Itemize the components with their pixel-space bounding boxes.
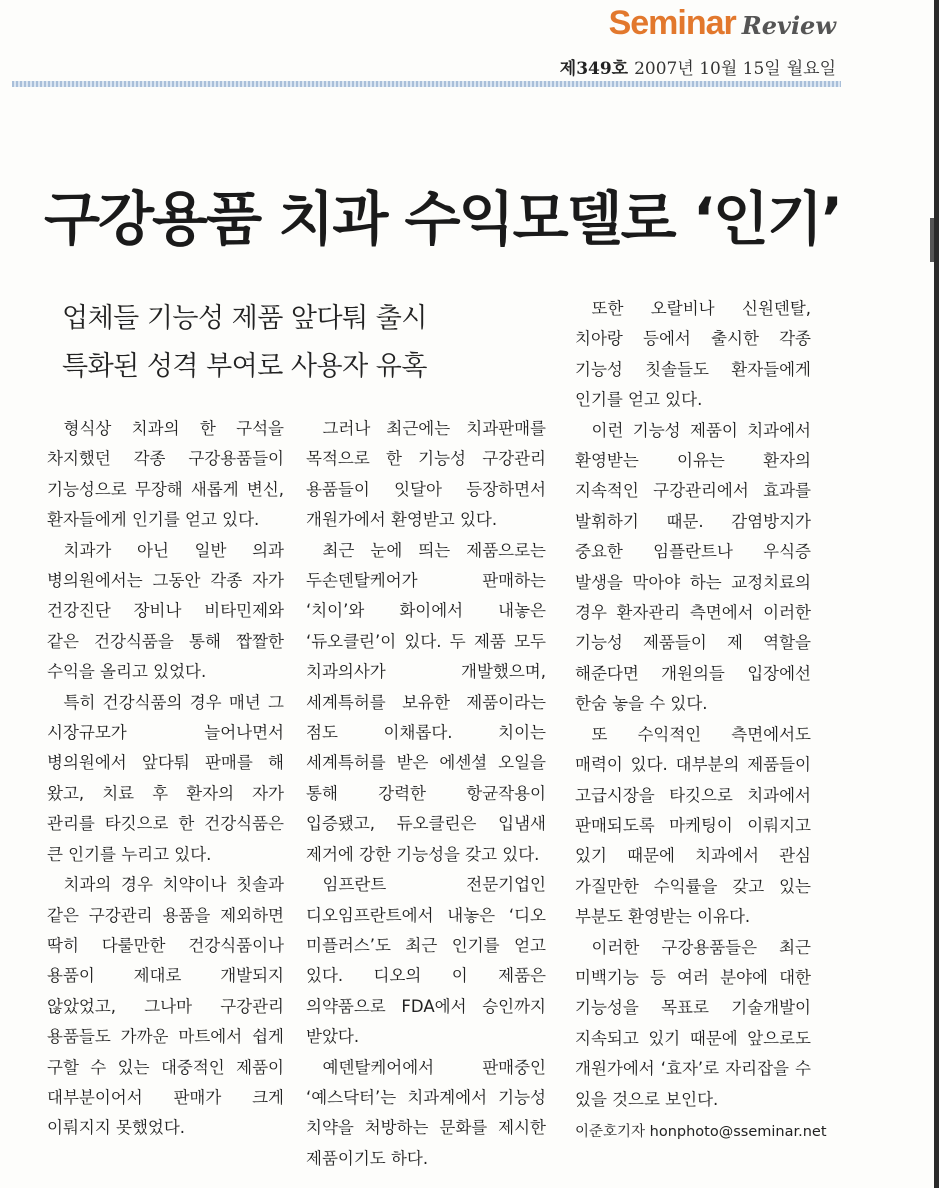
- paragraph: 특히 건강식품의 경우 매년 그 시장규모가 늘어나면서 병의원에서 앞다퉈 판매를 해 왔고, 치료 후 환자의 자가 관리를 타깃으로 한 건강식품은 큰 인기를 누리고 있다.: [47, 692, 284, 864]
- paragraph: 예덴탈케어에서 판매중인 ‘예스닥터’는 치과계에서 기능성 치약을 처방하는 문화를 제시한 제품이기도 하다.: [306, 1057, 546, 1168]
- brand-subtitle: Review: [741, 11, 836, 40]
- subheading: 특화된 성격 부여로 사용자 유혹: [62, 351, 427, 382]
- paragraph: 최근 눈에 띄는 제품으로는 두손덴탈케어가 판매하는 ‘치이’와 화이에서 내놓은 ‘듀오클린’이 있다. 두 제품 모두 치과의사가 개발했으며, 세계특허를 보유한 제품이라는 점도 이채롭다. 치이는 세계특허를 받은 에센셜 오일을 통해 강력한 항균작용이 입증됐고, 듀오클린은 입냄새 제거에 강한 기능성을 갖고 있다.: [306, 540, 546, 864]
- paragraph: 임프란트 전문기업인 디오임프란트에서 내놓은 ‘디오 미플러스’도 최근 인기를 얻고 있다. 디오의 이 제품은 의약품으로 FDA에서 승인까지 받았다.: [306, 875, 546, 1047]
- header-rule: [12, 81, 841, 87]
- headline: 구강용품 치과 수익모델로 ‘인기’: [44, 185, 842, 253]
- issue-date: 2007년 10월 15일: [634, 59, 781, 79]
- scan-edge-mark: [930, 218, 934, 262]
- column-right: [575, 294, 827, 1147]
- issue-line: [554, 54, 836, 79]
- column-middle: [306, 414, 546, 1174]
- scan-edge: [934, 0, 939, 1188]
- byline: 이준호기자 honphoto@sseminar.net: [575, 1123, 827, 1140]
- paragraph: 또 수익적인 측면에서도 매력이 있다. 대부분의 제품들이 고급시장을 타깃으로 치과에서 판매되도록 마케팅이 이뤄지고 있기 때문에 치과에서 관심 가질만한 수익률을 갖고 있는 부분도 환영받는 이유다.: [575, 724, 811, 927]
- paragraph: 또한 오랄비나 신원덴탈, 치아랑 등에서 출시한 각종 기능성 칫솔들도 환자들에게 인기를 얻고 있다.: [575, 299, 811, 410]
- paragraph: 치과가 아닌 일반 의과 병의원에서는 그동안 각종 자가 건강진단 장비나 비타민제와 같은 건강식품을 통해 짭짤한 수익을 올리고 있었다.: [47, 540, 284, 682]
- paragraph: 치과의 경우 치약이나 칫솔과 같은 구강관리 용품을 제외하면 딱히 다룰만한 건강식품이나 용품이 제대로 개발되지 않았었고, 그나마 구강관리 용품들도 가까운 마트에서 쉽게 구할 수 있는 대중적인 제품이 대부분이어서 판매가 크게 이뤄지지 못했었다.: [47, 875, 284, 1138]
- issue-number: 제349호: [559, 59, 629, 79]
- paragraph: 이런 기능성 제품이 치과에서 환영받는 이유는 환자의 지속적인 구강관리에서 효과를 발휘하기 때문. 감염방지가 중요한 임플란트나 우식증 발생을 막아야 하는 교정치료의 경우 환자관리 측면에서 이러한 기능성 제품들이 제 역할을 해준다면 개원의들 입장에선 한숨 놓을 수 있다.: [575, 420, 811, 714]
- issue-weekday: 월요일: [786, 59, 836, 79]
- paragraph: 그러나 최근에는 치과판매를 목적으로 한 기능성 구강관리 용품들이 잇달아 등장하면서 개원가에서 환영받고 있다.: [306, 419, 546, 530]
- column-left: [47, 414, 284, 1144]
- paragraph: 이러한 구강용품들은 최근 미백기능 등 여러 분야에 대한 기능성을 목표로 기술개발이 지속되고 있기 때문에 앞으로도 개원가에서 ‘효자’로 자리잡을 수 있을 것으로 보인다.: [575, 937, 811, 1109]
- brand-logo: Seminar: [608, 4, 736, 42]
- subheading: 업체들 기능성 제품 앞다퉈 출시: [62, 303, 427, 334]
- paragraph: 형식상 치과의 한 구석을 차지했던 각종 구강용품들이 기능성으로 무장해 새롭게 변신, 환자들에게 인기를 얻고 있다.: [47, 419, 284, 530]
- subheadings: [62, 295, 572, 391]
- masthead: [609, 4, 836, 50]
